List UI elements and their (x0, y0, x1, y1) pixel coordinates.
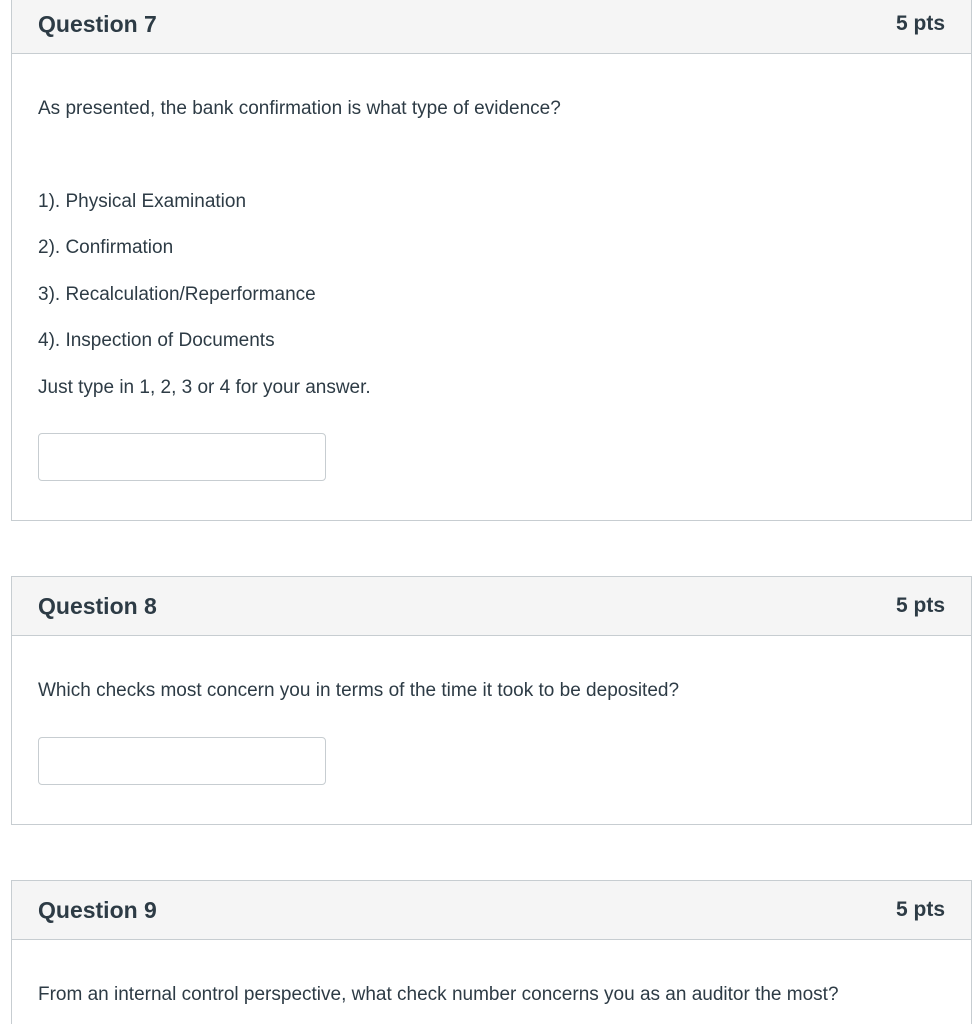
question-9-card (11, 880, 972, 1024)
question-7-instruction: Just type in 1, 2, 3 or 4 for your answer. (38, 377, 371, 398)
question-9-points: 5 pts (895, 898, 945, 921)
question-7-option-4: 4). Inspection of Documents (38, 330, 275, 351)
question-7-card (11, 0, 972, 521)
question-7-option-1: 1). Physical Examination (38, 191, 247, 212)
question-8-prompt: Which checks most concern you in terms of the time it took to be deposited? (38, 680, 680, 701)
question-7-header (12, 0, 971, 54)
question-8-header (12, 577, 971, 636)
question-7-option-2: 2). Confirmation (38, 237, 174, 258)
question-7-prompt: As presented, the bank confirmation is what type of evidence? (38, 98, 561, 119)
question-7-option-3: 3). Recalculation/Reperformance (38, 284, 316, 305)
question-9-title: Question 9 (38, 896, 157, 923)
question-7-title: Question 7 (38, 10, 157, 37)
question-7-points: 5 pts (895, 12, 945, 35)
question-8-card (11, 576, 972, 825)
question-9-prompt: From an internal control perspective, what check number concerns you as an auditor the most? (38, 984, 839, 1005)
question-8-title: Question 8 (38, 592, 157, 619)
question-8-answer-input[interactable] (38, 737, 326, 785)
question-8-points: 5 pts (895, 594, 945, 617)
question-7-answer-input[interactable] (38, 433, 326, 481)
question-9-header (12, 881, 971, 940)
